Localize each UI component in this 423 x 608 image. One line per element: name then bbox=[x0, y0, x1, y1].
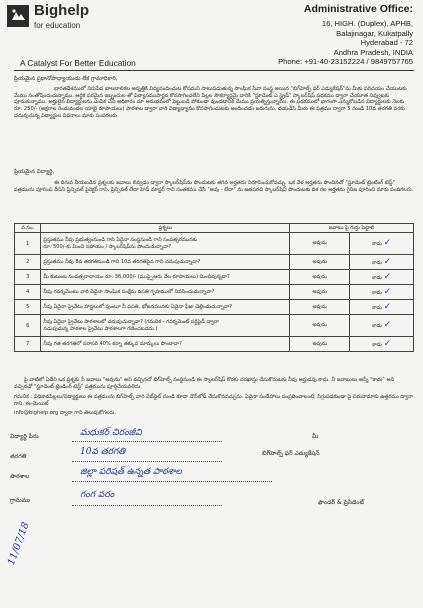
question-text: మీ కుటుంబ సంవత్సరాదాయం రూ. 36,000/- (ముప్పైఆరు వేల రూపాయలు) మించివున్నదా? bbox=[41, 270, 290, 285]
school-label: పాఠశాల bbox=[10, 473, 30, 480]
phone-line: Phone: +91-40-23152224 / 9849757765 bbox=[278, 57, 413, 67]
student-name-label: విద్యార్థి పేరు bbox=[10, 433, 39, 440]
question-text: నీవు ఏదైనా ప్రైవేటు హాస్టలులో వుంటూ నీ వసతి, భోజనమునకు ఏదైనా ఫీజు చెల్లించుచున్నావా? bbox=[41, 300, 290, 315]
school-value[interactable]: జిల్లా పరిషత్ ఉన్నత పాఠశాల bbox=[80, 467, 182, 477]
answer-no-label: కాదు bbox=[372, 323, 382, 329]
question-text: నీవు గవర్నమెంటు వారి ఏదైనా సాంఘిక సంక్షేమ వసతి గృహములో నివసించుచున్నావా? bbox=[41, 285, 290, 300]
address-line: 16, HIGH. (Duplex), APHB, bbox=[321, 19, 413, 28]
village-label: గ్రామము bbox=[10, 497, 31, 504]
row-number: 3 bbox=[15, 270, 41, 285]
header-divider bbox=[14, 70, 414, 71]
brand-name: Bighelp bbox=[34, 2, 89, 19]
village-value[interactable]: గంగ వరం bbox=[80, 490, 115, 500]
answer-no[interactable] bbox=[350, 337, 414, 352]
tagline: A Catalyst For Better Education bbox=[20, 58, 136, 68]
remarks-note: గమనిక : విధికానపిల్లలు/విద్యార్థులు ఈ పత్రమును బిగ్‌హెల్ప్ వారి వెబ్‌సైట్ నుండి కూడా డౌన్‌లోడ్ చేసుకొనవచ్చును. ఏదైనా సందేహాలు సంప్రదించాలంటే, సిగ్గుపడకుండా పై చిరునామాకు ఉత్తరము ద్వారా గాని, ఈ-మెయిల్ bbox=[14, 394, 414, 407]
eligibility-table bbox=[14, 223, 414, 352]
table-row bbox=[15, 270, 414, 285]
checkmark-icon: ✓ bbox=[383, 338, 392, 349]
intro-paragraph: భారతదేశములో నిరుపేద బాలబాలికల అన్నత్తికి విద్యనందించుట కోసమని సాటుపడుతున్న సాంఘిక సేవా సంస్థ అయిన "బిగ్‌హెల్ప్ ఫర్ ఎడ్యుకేషన్"ను మీకు పరిచయం చేయుటకు మేము సంతోషించుచున్నాము. ఆర్థిక పరమైన ఇబ్బందుల తో విద్యాసముపార్జన కొనసాగించలేని పిల్లల సౌకర్యార్థమై వారికి "స్టూడెంట్ ఎ స్ట్రైడ్" స్కాలర్‌షిప్ పథకము ద్వారా చేయూత నివ్వుటకు పూనుకున్నాము. అర్హులైన విద్యార్థులను ఎంపిక చేసే అధికారం మా అనుభవంలో పెట్టుబడి పోకుండా వుండటానికి మేము ప్రయత్నిస్తున్నాము. ఈ పథకములో భాగంగా ఎన్నుకోబడిన విద్యార్థులకు నెలకు రూ. 250/- (అక్షరాల రెండువందల యాభై రూపాయలు) పాఠశాల ద్వారా వారి విద్యాభ్యాసం కొనసాగించుటకు అందించడం జరుగును. దయచేసి మీరు ఈ పత్రము ద్వారా 5 నుండి 10వ తరగతి వరకు చదువుచున్న విద్యార్థుల వివరాలు మాకు పంపగలరు. bbox=[14, 86, 407, 119]
question-text: ప్రస్తుతము నీవు 8వ తరగతినుండి గాని 10వ తరగతిపైన గాని చదువుచున్నావా? bbox=[41, 255, 290, 270]
village-line bbox=[72, 505, 222, 506]
answer-no[interactable] bbox=[350, 285, 414, 300]
answer-no[interactable] bbox=[350, 300, 414, 315]
table-header-row bbox=[15, 224, 414, 233]
instructions-paragraph: ఈ దిగువ నీయబడిన ప్రశ్నలకు జవాబు లివ్వడం ద్వారా స్కాలర్‌షిప్‌ను పొందుటకు తగిన అర్హతను నిరూపించుకోవచ్చు. ఒక వేళ అర్హతను పొందినచో "స్టూడెంట్ ట్రెంటింగ్ టెస్ట్" పత్రమును పూరించి దీనిని ప్రిన్సిపల్ పైరెక్టర్ గాని, ప్రిన్సిపల్ లేదా హెడ్ మాస్టర్ గాని సంతకము చేసి "అవు - లేదా" ను జతపరచి స్కాలర్‌షిప్ పొందుటకు దిశ గల అర్హతను గైనిజ పూరించి మాకు పంపగలరు. bbox=[14, 180, 414, 193]
class-line bbox=[72, 461, 222, 462]
table-row bbox=[15, 337, 414, 352]
handwritten-date: 11/07/18 bbox=[6, 520, 32, 567]
answer-no[interactable] bbox=[350, 233, 414, 255]
header-answer: జవాబు పై గుర్తు పెట్టాలి bbox=[290, 224, 414, 233]
question-line: రూ. 500/-కు మించి సహాయం / స్కాలర్‌షిప్‌ను పొందుచున్నావా? bbox=[43, 243, 172, 250]
row-number: 2 bbox=[15, 255, 41, 270]
answer-no[interactable] bbox=[350, 315, 414, 337]
class-value[interactable]: 10వ తరగతి bbox=[80, 447, 126, 457]
address-line: Hyderabad - 72 bbox=[360, 38, 413, 48]
answer-no[interactable] bbox=[350, 270, 414, 285]
address-line: Balajinagar, Kukatpally bbox=[336, 28, 413, 38]
answer-no-label: కాదు bbox=[372, 259, 382, 266]
row-number: 4 bbox=[15, 285, 41, 300]
row-number: 7 bbox=[15, 337, 41, 352]
answer-yes[interactable]: అవును bbox=[290, 255, 350, 270]
school-line bbox=[72, 481, 272, 482]
checkmark-icon: ✓ bbox=[383, 238, 392, 248]
question-line: నడుపుచున్న పాఠశాల ప్రైవేటు పాఠశాలగా గణించబడదు.) bbox=[43, 325, 158, 332]
email-note: info@bighelp.org ద్వారా గాని తెలుపుకోగలరు. bbox=[14, 410, 117, 416]
question-line: నీవు ఏదైనా ప్రైవేటు పాఠశాలలో చదువుచున్నావా? (గమనిక - గవర్నమెంట్ సర్టిఫైడ్ ద్వారా bbox=[43, 318, 219, 325]
signoff-title: ఫౌండర్ & ప్రెసిడెంట్ bbox=[318, 499, 365, 506]
table-row bbox=[15, 300, 414, 315]
answer-no-label: కాదు bbox=[372, 241, 382, 247]
address-line: Andhra Pradesh, INDIA bbox=[333, 47, 413, 57]
question-text bbox=[41, 315, 290, 337]
student-name-line bbox=[72, 441, 222, 442]
row-number: 1 bbox=[15, 233, 41, 255]
office-address bbox=[253, 19, 413, 67]
eligibility-note: పై వాటిలో ఏదేని ఒక ప్రశ్నకు నీ జవాబు "అవును" అని వచ్చినచో బిగ్‌హెల్ప్ సంస్థనుండి ఈ స్కాలర్‌షిప్ కొరకు దరఖాస్తు చేసుకొనుటకు నీవు అర్హుడవు కాదు. నీ జవాబులు అన్నీ "కాదు" అని వచ్చినచో "స్టూడెంట్ ట్రెండింగ్ టెస్ట్" పత్రమును పూర్తిచేయవలెను. bbox=[14, 377, 395, 390]
answer-yes[interactable]: అవును bbox=[290, 315, 350, 337]
signoff-organisation: బిగ్‌హెల్ప్ ఫర్ ఎడ్యుకేషన్ bbox=[262, 450, 320, 457]
answer-yes[interactable]: అవును bbox=[290, 285, 350, 300]
table-row bbox=[15, 285, 414, 300]
row-number: 5 bbox=[15, 300, 41, 315]
salutation-student: ప్రియమైన విద్యార్థి, bbox=[14, 169, 55, 175]
answer-no-label: కాదు bbox=[372, 289, 382, 296]
checkmark-icon: ✓ bbox=[383, 286, 392, 297]
class-label: తరగతి bbox=[10, 453, 27, 460]
table-row bbox=[15, 255, 414, 270]
answer-no[interactable] bbox=[350, 255, 414, 270]
checkmark-icon: ✓ bbox=[383, 271, 392, 282]
answer-no-label: కాదు bbox=[372, 304, 382, 311]
question-text bbox=[41, 233, 290, 255]
header-serial: వ.సం. bbox=[15, 224, 41, 233]
checkmark-icon: ✓ bbox=[383, 320, 392, 330]
brand-subtitle: for education bbox=[34, 21, 81, 30]
answer-yes[interactable]: అవును bbox=[290, 300, 350, 315]
signoff-regards: మీ bbox=[312, 433, 319, 440]
student-name-value[interactable]: మధుకర్ చిరంజీవి bbox=[80, 428, 142, 438]
checkmark-icon: ✓ bbox=[383, 256, 392, 267]
salutation-principal: ప్రియమైన ప్రధానోపాధ్యాయుడు లేక గ్రామాధికారి, bbox=[14, 76, 118, 82]
office-title: Administrative Office: bbox=[303, 3, 413, 15]
header-questions: ప్రశ్నలు bbox=[41, 224, 290, 233]
checkmark-icon: ✓ bbox=[383, 301, 392, 312]
answer-yes[interactable]: అవును bbox=[290, 337, 350, 352]
question-line: ప్రస్తుతము నీవు ప్రభుత్వంనుండి గాని ఏదైనా సంస్థనుండి గాని సంవత్సరమునకు bbox=[43, 236, 198, 243]
table-row bbox=[15, 233, 414, 255]
answer-no-label: కాదు bbox=[372, 274, 382, 281]
answer-yes[interactable]: అవును bbox=[290, 270, 350, 285]
row-number: 6 bbox=[15, 315, 41, 337]
table-row bbox=[15, 315, 414, 337]
question-text: నీవు గత తరగతిలో సరాసరి 40% కన్నా తక్కువ మార్కులు పొందావా? bbox=[41, 337, 290, 352]
answer-yes[interactable]: అవును bbox=[290, 233, 350, 255]
answer-no-label: కాదు bbox=[372, 341, 382, 348]
bighelp-logo-icon bbox=[6, 4, 30, 28]
